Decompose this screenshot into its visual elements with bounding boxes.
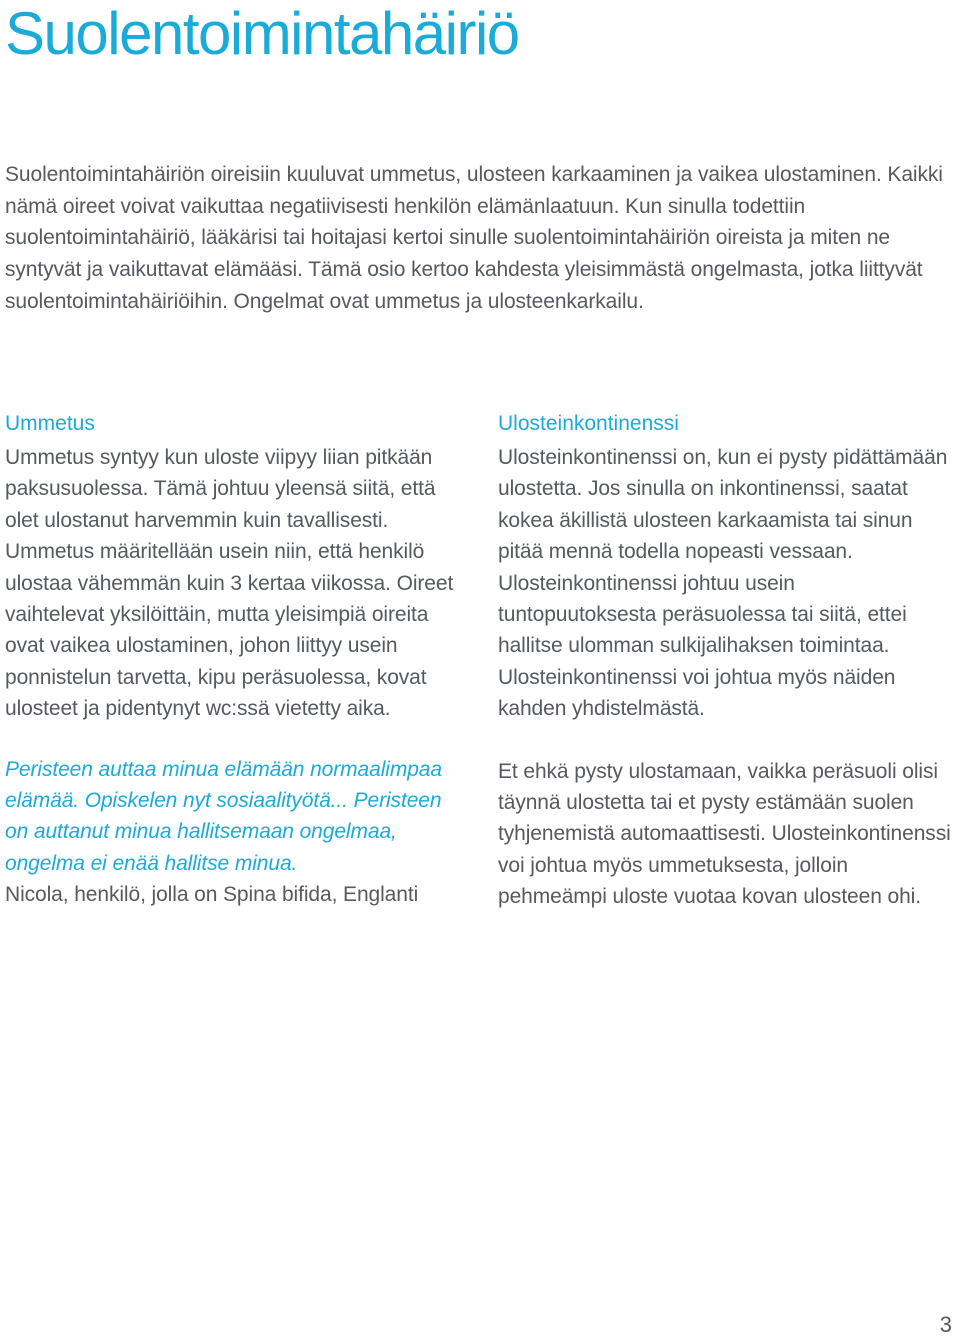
left-column [5,406,465,911]
section-heading-ummetus: Ummetus [5,412,95,435]
testimonial-quote: Peristeen auttaa minua elämään normaalimpaa elämää. Opiskelen nyt sosiaalityötä... Peristeen on auttanut minua hallitsemaan ongelmaa, ongelma ei enää hallitse minua. [5,757,442,875]
ummetus-body: Ummetus syntyy kun uloste viipyy liian pitkään paksusuolessa. Tämä johtuu yleensä siitä, että olet ulostanut harvemmin kuin tavallisesti. Ummetus määritellään usein niin, että henkilö ulostaa vähemmän kuin 3 kertaa viikossa. Oireet vaihtelevat yksilöittäin, mutta yleisimpiä oireita ovat vaikea ulostaminen, johon liittyy usein ponnistelun tarvetta, kipu peräsuolessa, kovat ulosteet ja pidentynyt wc:ssä vietetty aika. [5,446,454,721]
section-heading-ulosteinkontinenssi: Ulosteinkontinenssi [498,412,679,435]
intro-paragraph: Suolentoimintahäiriön oireisiin kuuluvat ummetus, ulosteen karkaaminen ja vaikea ulostaminen. Kaikki nämä oireet voivat vaikuttaa negatiivisesti henkilön elämänlaatuun. Kun sinulla todettiin suolentoimintahäiriö, lääkärisi tai hoitajasi kertoi sinulle suolentoimintahäiriön oireista ja miten ne syntyvät ja vaikuttavat elämääsi. Tämä osio kertoo kahdesta yleisimmästä ongelmasta, jotka liittyvät suolentoimintahäiriöihin. Ongelmat ovat ummetus ja ulosteenkarkailu. [5,163,943,313]
right-column [498,406,958,913]
ulosteinkontinenssi-body-2: Et ehkä pysty ulostamaan, vaikka peräsuoli olisi täynnä ulostetta tai et pysty estämään suolen tyhjenemistä automaattisesti. Ulosteinkontinenssi voi johtua myös ummetuksesta, jolloin pehmeämpi uloste vuotaa kovan ulosteen ohi. [498,759,951,909]
page-number: 3 [939,1312,952,1337]
ulosteinkontinenssi-body: Ulosteinkontinenssi on, kun ei pysty pidättämään ulostetta. Jos sinulla on inkontinenssi, saatat kokea äkillistä ulosteen karkaamista tai sinun pitää mennä todella nopeasti vessaan. Ulosteinkontinenssi johtuu usein tuntopuutoksesta peräsuolessa tai siitä, ettei hallitse ulomman sulkijalihaksen toimintaa. Ulosteinkontinenssi voi johtua myös näiden kahden yhdistelmästä. [498,446,948,721]
page-title: Suolentoimintahäiriö [5,0,519,67]
testimonial-attribution: Nicola, henkilö, jolla on Spina bifida, Englanti [5,883,419,907]
